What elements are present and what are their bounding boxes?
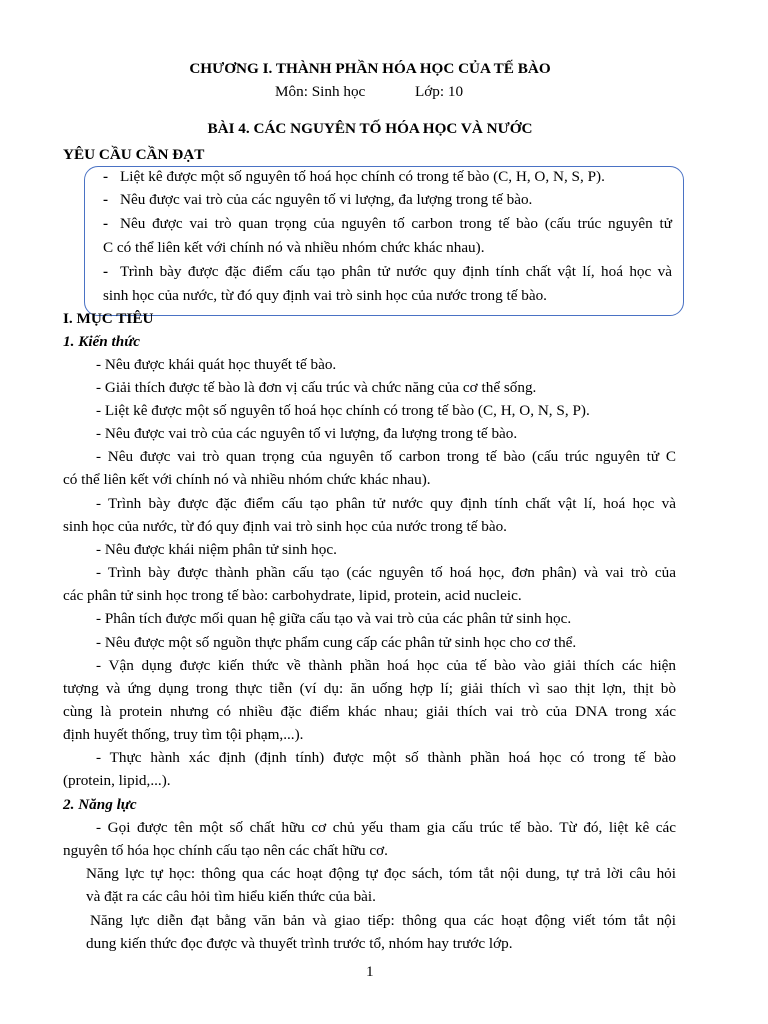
knowledge-line: - Vận dụng được kiến thức về thành phần hoá học của tế bào vào giải thích các hiện [96, 657, 676, 674]
knowledge-line: - Nêu được một số nguồn thực phẩm cung cấp các phân tử sinh học cho cơ thể. [96, 634, 577, 651]
knowledge-line-cont: (protein, lipid,...). [63, 772, 171, 789]
knowledge-line: - Nêu được khái niệm phân tử sinh học. [96, 541, 337, 558]
requirement-item-cont: sinh học của nước, từ đó quy định vai trò sinh học của nước trong tế bào. [103, 287, 547, 304]
knowledge-heading: 1. Kiến thức [63, 333, 141, 350]
knowledge-line: - Phân tích được mối quan hệ giữa cấu tạo và vai trò của các phân tử sinh học. [96, 610, 572, 627]
requirement-item: - Trình bày được đặc điểm cấu tạo phân tử nước quy định tính chất vật lí, hoá học và [103, 263, 672, 280]
requirement-item: - Liệt kê được một số nguyên tố hoá học chính có trong tế bào (C, H, O, N, S, P). [103, 168, 605, 185]
knowledge-line: - Trình bày được đặc điểm cấu tạo phân tử nước quy định tính chất vật lí, hoá học và [96, 495, 676, 512]
requirements-heading: YÊU CẦU CẦN ĐẠT [63, 146, 205, 163]
requirement-item: - Nêu được vai trò của các nguyên tố vi lượng, đa lượng trong tế bào. [103, 191, 533, 208]
knowledge-line-cont: sinh học của nước, từ đó quy định vai trò sinh học của nước trong tế bào. [63, 518, 507, 535]
chapter-title: CHƯƠNG I. THÀNH PHẦN HÓA HỌC CỦA TẾ BÀO [189, 60, 551, 77]
knowledge-line-cont: định huyết thống, truy tìm tội phạm,...). [63, 726, 304, 743]
competency-line-cont: nguyên tố hóa học chính cấu tạo nên các chất hữu cơ. [63, 842, 388, 859]
grade-label: Lớp: 10 [415, 83, 464, 100]
knowledge-line-cont: tượng và ứng dụng trong thực tiễn (ví dụ: ăn uống hợp lí; giải thích vì sao thịt lợn, thịt bò [63, 680, 676, 697]
competency-line: - Gọi được tên một số chất hữu cơ chủ yếu tham gia cấu trúc tế bào. Từ đó, liệt kê các [96, 819, 676, 836]
competency-line: Năng lực tự học: thông qua các hoạt động tự đọc sách, tóm tắt nội dung, tự trả lời câu hỏi [86, 865, 676, 882]
knowledge-line-cont: cùng là protein nhưng có nhiều đặc điểm khác nhau; giải thích vai trò của DNA trong xác [63, 703, 676, 720]
requirement-item-cont: C có thể liên kết với chính nó và nhiều nhóm chức khác nhau). [103, 239, 485, 256]
knowledge-line: - Nêu được vai trò của các nguyên tố vi lượng, đa lượng trong tế bào. [96, 425, 518, 442]
knowledge-line-cont: có thể liên kết với chính nó và nhiều nhóm chức khác nhau). [63, 471, 431, 488]
knowledge-line: - Thực hành xác định (định tính) được một số thành phần hoá học có trong tế bào [96, 749, 676, 766]
requirement-item: - Nêu được vai trò quan trọng của nguyên tố carbon trong tế bào (cấu trúc nguyên tử [103, 215, 672, 232]
competency-line-cont: dung kiến thức đọc được và thuyết trình trước tổ, nhóm hay trước lớp. [86, 935, 513, 952]
subject-label: Môn: Sinh học [275, 83, 366, 100]
competency-line-cont: và đặt ra các câu hỏi tìm hiểu kiến thức của bài. [86, 888, 376, 905]
bullet-dash: - [103, 215, 109, 232]
bullet-dash: - [103, 168, 109, 185]
bullet-dash: - [103, 263, 109, 280]
knowledge-line: - Nêu được vai trò quan trọng của nguyên tố carbon trong tế bào (cấu trúc nguyên tử C [96, 448, 676, 465]
lesson-title: BÀI 4. CÁC NGUYÊN TỐ HÓA HỌC VÀ NƯỚC [207, 120, 533, 137]
page-number: 1 [366, 963, 374, 980]
knowledge-line-cont: các phân tử sinh học trong tế bào: carbohydrate, lipid, protein, acid nucleic. [63, 587, 522, 604]
knowledge-line: - Liệt kê được một số nguyên tố hoá học chính có trong tế bào (C, H, O, N, S, P). [96, 402, 590, 419]
competency-line: Năng lực diễn đạt bằng văn bản và giao tiếp: thông qua các hoạt động viết tóm tắt nội [90, 912, 676, 929]
competency-heading: 2. Năng lực [63, 796, 137, 813]
knowledge-line: - Nêu được khái quát học thuyết tế bào. [96, 356, 337, 373]
knowledge-line: - Giải thích được tế bào là đơn vị cấu trúc và chức năng của cơ thể sống. [96, 379, 537, 396]
objectives-heading: I. MỤC TIÊU [63, 310, 154, 327]
knowledge-line: - Trình bày được thành phần cấu tạo (các nguyên tố hoá học, đơn phân) và vai trò của [96, 564, 676, 581]
bullet-dash: - [103, 191, 109, 208]
